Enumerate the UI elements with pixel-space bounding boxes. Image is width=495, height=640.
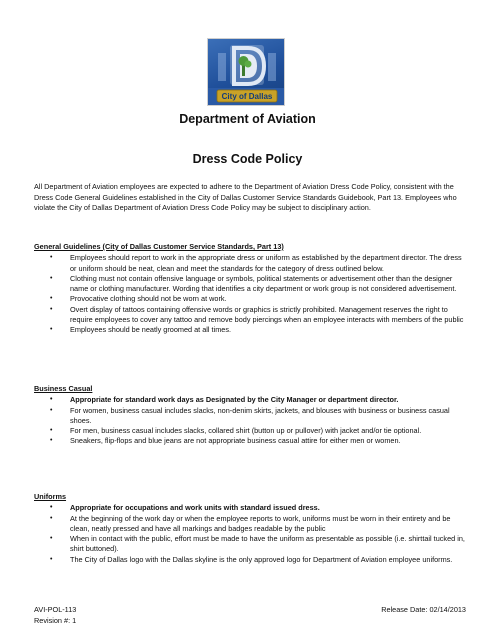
- section-heading: Uniforms: [34, 492, 67, 501]
- list-item: • Appropriate for occupations and work units with standard issued dress.: [50, 503, 320, 513]
- bullet-icon: •: [50, 437, 53, 445]
- bullet-list: [34, 253, 466, 335]
- bullet-icon: •: [50, 295, 53, 303]
- bullet-icon: •: [50, 406, 53, 414]
- list-item: • Employees should report to work in the appropriate dress or uniform as established by the department director. The dress or uniform should be neat, clean and meet the standards for the category of dress outlined below.: [50, 253, 462, 273]
- section-general-guidelines: [34, 242, 466, 336]
- bullet-icon: •: [50, 274, 53, 282]
- section-uniforms: [34, 492, 466, 565]
- list-item: • The City of Dallas logo with the Dallas skyline is the only approved logo for Department of Aviation employee uniforms.: [50, 554, 453, 564]
- bullet-list: [34, 503, 466, 565]
- section-heading: Business Casual: [34, 384, 93, 393]
- list-item: • Provocative clothing should not be worn at work.: [50, 294, 227, 304]
- intro-paragraph: All Department of Aviation employees are expected to adhere to the Department of Aviation Dress Code Policy, consistent with the Dress Code General Guidelines established in the City of Dallas Customer Service Standards Guidebook, Part 13. Employees who violate the City of Dallas Department of Aviation Dress Code Policy may be subject to disciplinary action.: [34, 182, 457, 212]
- bullet-icon: •: [50, 305, 53, 313]
- footer-left: [34, 605, 76, 626]
- revision-number: Revision #: 1: [34, 615, 77, 625]
- bullet-icon: •: [50, 427, 53, 435]
- bullet-icon: •: [50, 504, 53, 512]
- release-date: Release Date: 02/14/2013: [381, 605, 466, 614]
- section-business-casual: [34, 384, 466, 447]
- logo-banner-text: City of Dallas: [221, 92, 273, 101]
- list-item: • Employees should be neatly groomed at all times.: [50, 325, 232, 335]
- list-item: • Sneakers, flip-flops and blue jeans are not appropriate business casual attire for either men or women.: [50, 436, 401, 446]
- section-heading: General Guidelines (City of Dallas Customer Service Standards, Part 13): [34, 242, 284, 251]
- bullet-icon: •: [50, 326, 53, 334]
- bullet-icon: •: [50, 254, 53, 262]
- bullet-icon: •: [50, 555, 53, 563]
- list-item: • When in contact with the public, effort must be made to have the uniform as presentable as possible (i.e. shirttail tucked in, shirt buttoned).: [50, 534, 465, 554]
- list-item: • Appropriate for standard work days as Designated by the City Manager or department director.: [50, 395, 399, 405]
- list-item: • For men, business casual includes slacks, collared shirt (button up or pullover) with jacket and/or tie optional.: [50, 426, 422, 436]
- bullet-list: [34, 395, 466, 446]
- list-item: • Overt display of tattoos containing offensive words or graphics is strictly prohibited. Management reserves the right to require employees to cover any tattoo and remove body piercings when an employee interacts with members of the public: [50, 304, 464, 325]
- document-id: AVI-POL-113: [34, 605, 77, 614]
- bullet-icon: •: [50, 514, 53, 522]
- logo-banner: [208, 88, 284, 105]
- bullet-icon: •: [50, 535, 53, 543]
- city-of-dallas-logo: [207, 38, 285, 106]
- department-title: Department of Aviation: [179, 112, 316, 126]
- list-item: • For women, business casual includes slacks, non-denim skirts, jackets, and blouses with business or business casual shoes.: [50, 405, 450, 425]
- list-item: • At the beginning of the work day or when the employee reports to work, uniforms must be worn in their entirety and be clean, neatly pressed and have all markings and badges readable by the public: [50, 513, 451, 533]
- list-item: • Clothing must not contain offensive language or symbols, political statements or advertisement other than the designer name or clothing manufacturer. Wording that identifies a city department or work group is not considered advertisement.: [50, 273, 457, 294]
- bullet-icon: •: [50, 396, 53, 404]
- policy-title: Dress Code Policy: [192, 152, 303, 166]
